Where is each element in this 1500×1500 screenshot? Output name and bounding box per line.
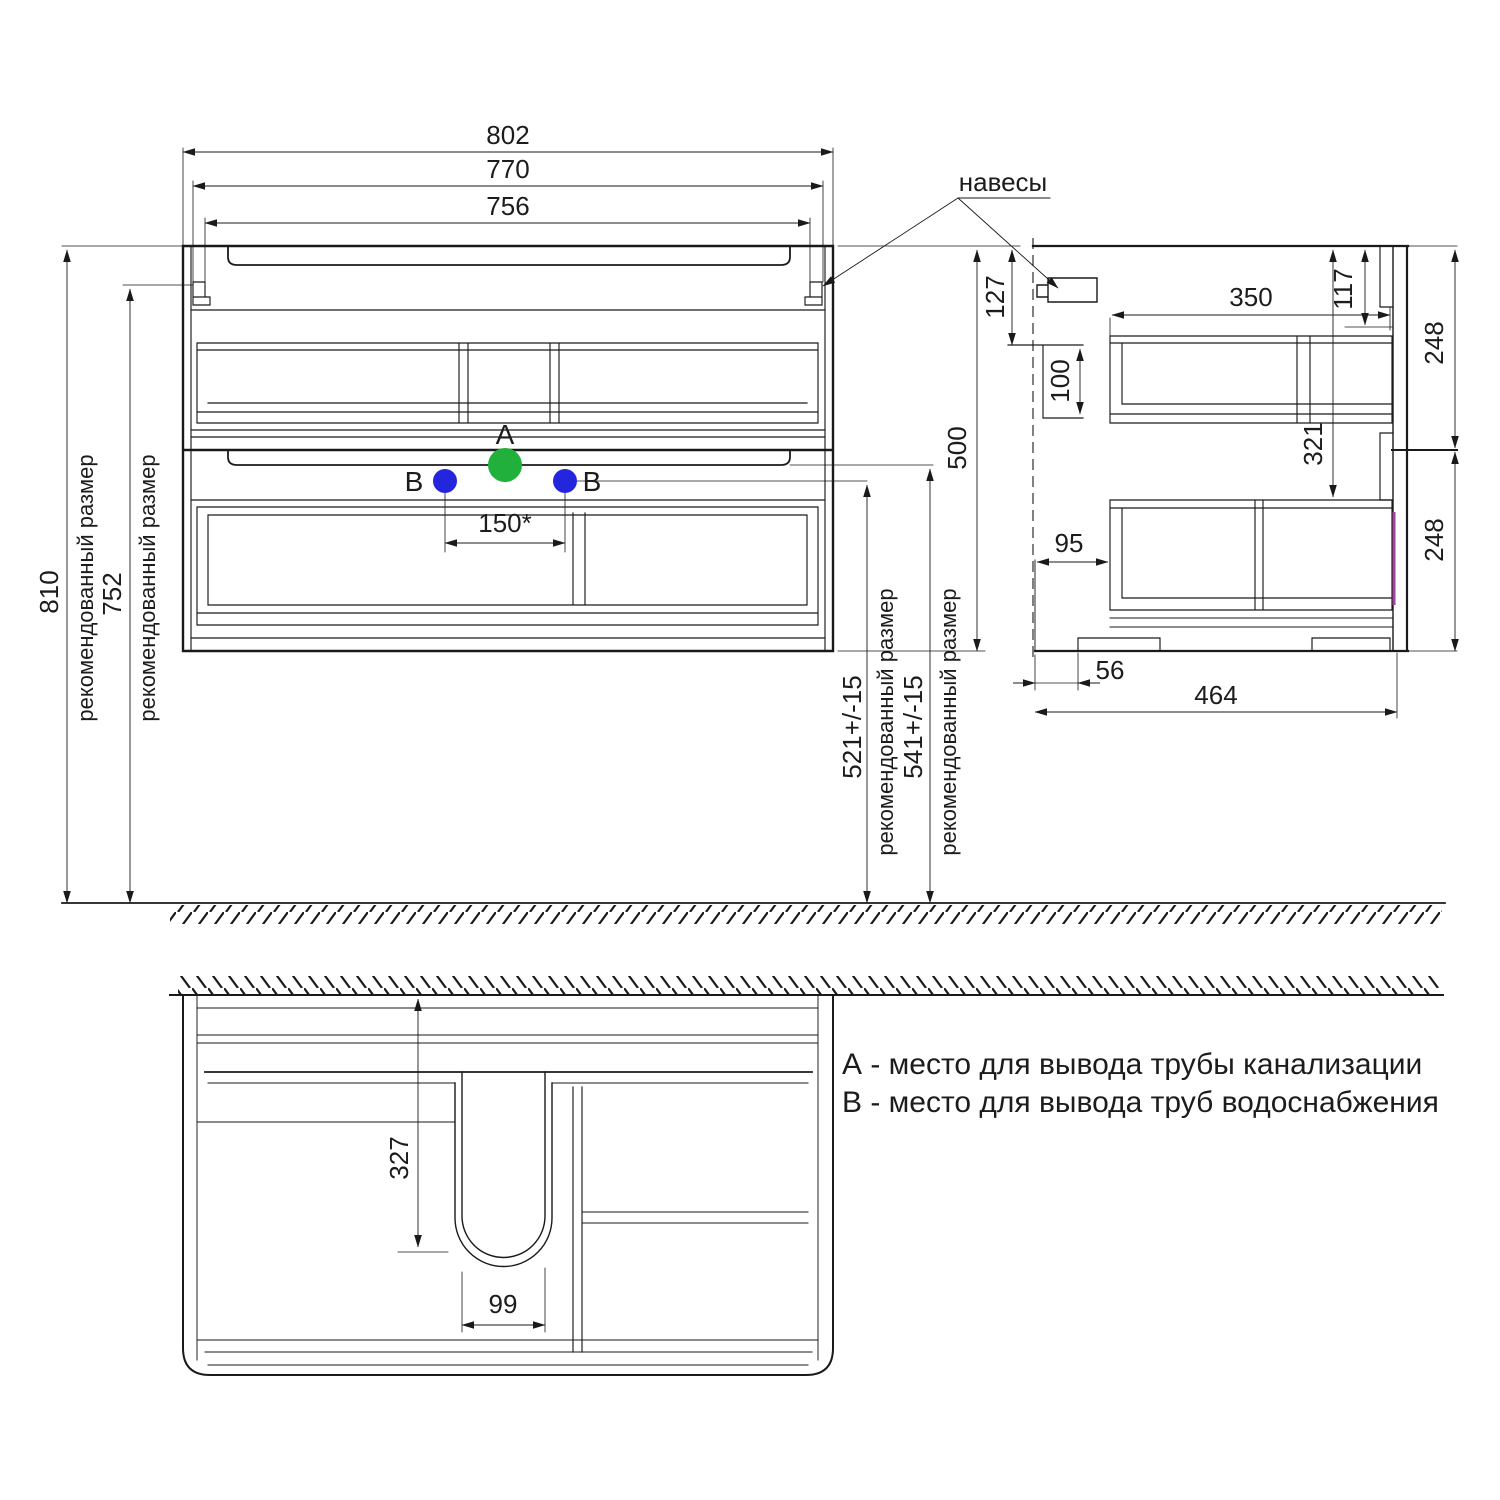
front-view xyxy=(34,120,1020,903)
point-b-label-right: B xyxy=(582,466,602,497)
legend-notes xyxy=(842,1048,1439,1119)
side-bottom-notches xyxy=(1078,638,1390,651)
point-b-water-dot-right xyxy=(553,469,577,493)
floor-hatching xyxy=(170,905,1442,924)
dim-802-label: 802 xyxy=(486,120,530,150)
dim-127-label: 127 xyxy=(980,275,1010,319)
dim-95-label: 95 xyxy=(1054,528,1084,558)
dim-327-label: 327 xyxy=(384,1136,414,1180)
dim-521-note: рекомендованный размер xyxy=(873,588,898,856)
side-top-front-rail xyxy=(1380,246,1393,307)
point-b-label-left: B xyxy=(404,466,424,497)
dim-248-top-label: 248 xyxy=(1419,321,1449,365)
dim-541-note: рекомендованный размер xyxy=(936,588,961,856)
side-extension-lines xyxy=(1035,307,1397,718)
dim-770-label: 770 xyxy=(486,154,530,184)
dim-521-label: 521+/-15 xyxy=(837,675,867,779)
dim-100-label: 100 xyxy=(1045,359,1075,403)
bottom-divider xyxy=(573,1087,582,1352)
floor-hatch-band xyxy=(62,903,1445,924)
dim-248-bottom-label: 248 xyxy=(1419,518,1449,562)
side-view xyxy=(823,167,1457,718)
front-hangers xyxy=(193,282,822,305)
side-drawer-gap-rail xyxy=(1380,433,1393,500)
dim-99-label: 99 xyxy=(488,1289,518,1319)
point-b-water-dot-left xyxy=(433,469,457,493)
dim-541-label: 541+/-15 xyxy=(898,675,928,779)
dim-752-note: рекомендованный размер xyxy=(135,454,160,722)
side-lower-drawer-box xyxy=(1110,500,1392,610)
hangers-leader-right xyxy=(958,198,1058,288)
side-hanger xyxy=(1037,278,1097,302)
dim-350-label: 350 xyxy=(1229,282,1273,312)
bottom-view xyxy=(183,995,833,1375)
dim-752-label: 752 xyxy=(97,572,127,616)
dim-810-label: 810 xyxy=(34,570,64,614)
hangers-leader-left xyxy=(823,198,958,286)
side-outline-extensions xyxy=(1408,246,1457,651)
wall-hatching xyxy=(178,976,1440,995)
dim-464-label: 464 xyxy=(1194,680,1238,710)
wall-hatch-band xyxy=(170,976,1443,995)
point-a-label: A xyxy=(495,419,515,450)
note-point-b: В - место для вывода труб водоснабжения xyxy=(842,1086,1439,1119)
dim-500-label: 500 xyxy=(942,426,972,470)
side-upper-drawer-box xyxy=(1110,336,1392,423)
dim-117-label: 117 xyxy=(1328,268,1358,310)
bottom-compartment-lines xyxy=(208,1083,808,1223)
dim-150-label: 150* xyxy=(478,508,532,538)
side-bottom-panel xyxy=(1035,560,1392,651)
bottom-siphon-cutout xyxy=(455,1072,552,1267)
dim-321-label: 321 xyxy=(1298,422,1328,466)
note-point-a: А - место для вывода трубы канализации xyxy=(842,1048,1423,1081)
dim-756-label: 756 xyxy=(486,191,530,221)
bottom-extension-lines xyxy=(398,1252,545,1332)
dim-810-note: рекомендованный размер xyxy=(73,454,98,722)
hangers-label: навесы xyxy=(958,167,1048,197)
point-a-sewage-dot xyxy=(488,448,522,482)
dim-56-label: 56 xyxy=(1095,655,1125,685)
front-upper-drawer xyxy=(197,343,818,423)
front-left-extensions xyxy=(62,246,193,285)
